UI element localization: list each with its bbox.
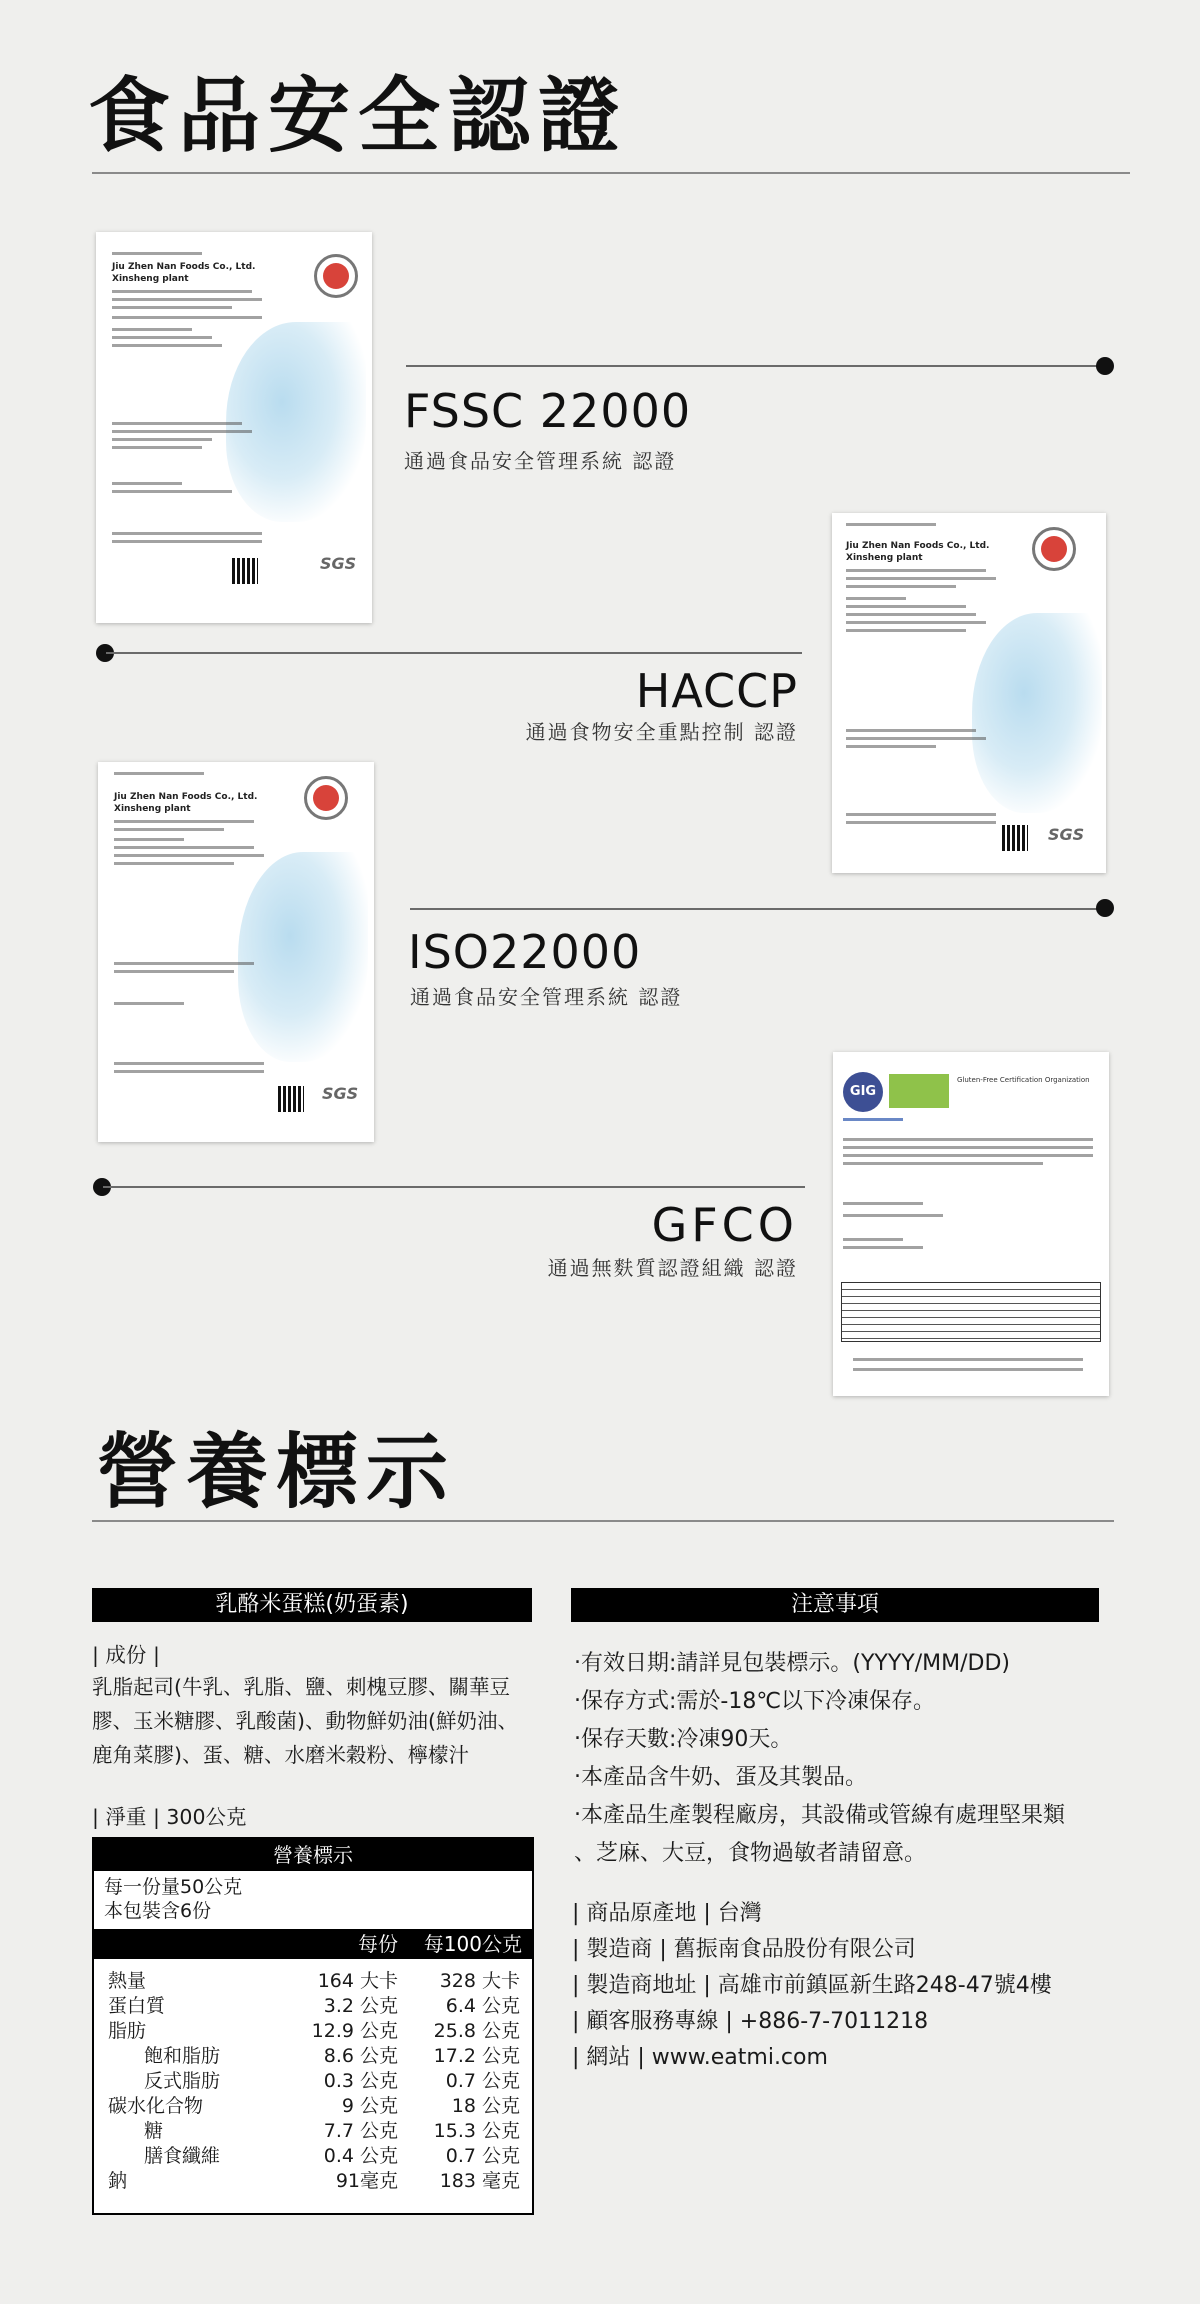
note-item: ‧有效日期:請詳見包裝標示。(YYYY/MM/DD) bbox=[574, 1651, 1010, 1676]
haccp-description: 通過食物安全重點控制 認證 bbox=[525, 720, 798, 744]
gfco-org-name: Gluten-Free Certification Organization bbox=[957, 1076, 1090, 1084]
gfco-title: GFCO bbox=[651, 1198, 798, 1252]
note-item: ‧本產品含牛奶、蛋及其製品。 bbox=[574, 1765, 867, 1790]
info-phone: | 顧客服務專線 | +886-7-7011218 bbox=[572, 2009, 929, 2034]
table-row: 脂肪 12.9 公克 25.8 公克 bbox=[108, 2020, 520, 2042]
iso22000-title: ISO22000 bbox=[408, 925, 642, 979]
gfco-divider-line bbox=[103, 1186, 805, 1188]
iso22000-description: 通過食品安全管理系統 認證 bbox=[410, 985, 683, 1009]
haccp-certificate-image bbox=[832, 513, 1106, 873]
fssc-bullet-dot bbox=[1096, 357, 1114, 375]
cert-plant-name: Xinsheng plant bbox=[846, 553, 923, 563]
cert-plant-name: Xinsheng plant bbox=[114, 804, 191, 814]
gfco-description: 通過無麩質認證組織 認證 bbox=[547, 1256, 798, 1280]
nutrition-title: 營養標示 bbox=[96, 1425, 457, 1520]
cert-company-name: Jiu Zhen Nan Foods Co., Ltd. bbox=[846, 541, 990, 551]
table-row: 碳水化合物 9 公克 18 公克 bbox=[108, 2095, 520, 2117]
fssc-description: 通過食品安全管理系統 認證 bbox=[404, 449, 677, 473]
note-item: ‧本產品生產製程廠房，其設備或管線有處理堅果類 bbox=[574, 1803, 1065, 1828]
table-row: 反式脂肪 0.3 公克 0.7 公克 bbox=[144, 2070, 520, 2092]
ingredients-label: | 成份 | bbox=[92, 1643, 160, 1667]
note-item: ‧保存天數:冷凍90天。 bbox=[574, 1727, 793, 1752]
cert-company-name: Jiu Zhen Nan Foods Co., Ltd. bbox=[114, 792, 258, 802]
iso22000-divider-line bbox=[410, 908, 1108, 910]
table-row: 蛋白質 3.2 公克 6.4 公克 bbox=[108, 1995, 520, 2017]
iso22000-bullet-dot bbox=[1096, 899, 1114, 917]
table-row: 飽和脂肪 8.6 公克 17.2 公克 bbox=[144, 2045, 520, 2067]
cert-plant-name: Xinsheng plant bbox=[112, 274, 189, 284]
cert-company-name: Jiu Zhen Nan Foods Co., Ltd. bbox=[112, 262, 256, 272]
sgs-logo: SGS bbox=[1048, 825, 1085, 844]
table-row: 糖 7.7 公克 15.3 公克 bbox=[144, 2120, 520, 2142]
net-weight: | 淨重 | 300公克 bbox=[92, 1805, 247, 1829]
table-row: 膳食纖維 0.4 公克 0.7 公克 bbox=[144, 2145, 520, 2167]
info-origin: | 商品原產地 | 台灣 bbox=[572, 1901, 762, 1926]
nutrition-facts-table bbox=[92, 1837, 534, 2215]
sgs-logo: SGS bbox=[320, 554, 357, 573]
haccp-divider-line bbox=[106, 652, 802, 654]
notes-title-bar: 注意事項 bbox=[571, 1588, 1099, 1622]
sgs-logo: SGS bbox=[322, 1084, 359, 1103]
fssc-divider-line bbox=[406, 365, 1104, 367]
nutrition-divider bbox=[92, 1520, 1114, 1522]
ingredients-text: 乳脂起司(牛乳、乳脂、鹽、刺槐豆膠、關華豆膠、玉米糖膠、乳酸菌)、動物鮮奶油(鮮奶油、鹿角菜膠)、蛋、糖、水磨米穀粉、檸檬汁 bbox=[92, 1675, 518, 1767]
col-per-serving: 每份 bbox=[358, 1932, 398, 1956]
col-per-100g: 每100公克 bbox=[423, 1932, 522, 1956]
fssc-certificate-image bbox=[96, 232, 372, 623]
info-address: | 製造商地址 | 高雄市前鎮區新生路248-47號4樓 bbox=[572, 1973, 1052, 1998]
servings-per-package: 本包裝含6份 bbox=[104, 1900, 212, 1922]
serving-size: 每一份量50公克 bbox=[104, 1876, 243, 1898]
note-item: ‧保存方式:需於-18℃以下冷凍保存。 bbox=[574, 1689, 936, 1714]
note-item: 、芝麻、大豆，食物過敏者請留意。 bbox=[574, 1841, 927, 1866]
product-title-bar: 乳酪米蛋糕(奶蛋素) bbox=[92, 1588, 532, 1622]
gfco-certificate-image bbox=[833, 1052, 1109, 1396]
notes-list bbox=[574, 1645, 1134, 1873]
title-divider bbox=[92, 172, 1130, 174]
haccp-title: HACCP bbox=[635, 664, 798, 718]
info-website[interactable]: | 網站 | www.eatmi.com bbox=[572, 2045, 828, 2070]
table-row: 鈉 91毫克 183 毫克 bbox=[108, 2170, 520, 2192]
table-row: 熱量 164 大卡 328 大卡 bbox=[108, 1970, 520, 1992]
table-header: 營養標示 bbox=[94, 1839, 532, 1871]
food-safety-title: 食品安全認證 bbox=[88, 69, 629, 164]
info-manufacturer: | 製造商 | 舊振南食品股份有限公司 bbox=[572, 1937, 916, 1962]
fssc-title: FSSC 22000 bbox=[404, 384, 692, 438]
iso22000-certificate-image bbox=[98, 762, 374, 1142]
gig-logo: GIG bbox=[843, 1072, 883, 1112]
company-info bbox=[572, 1896, 1132, 2076]
